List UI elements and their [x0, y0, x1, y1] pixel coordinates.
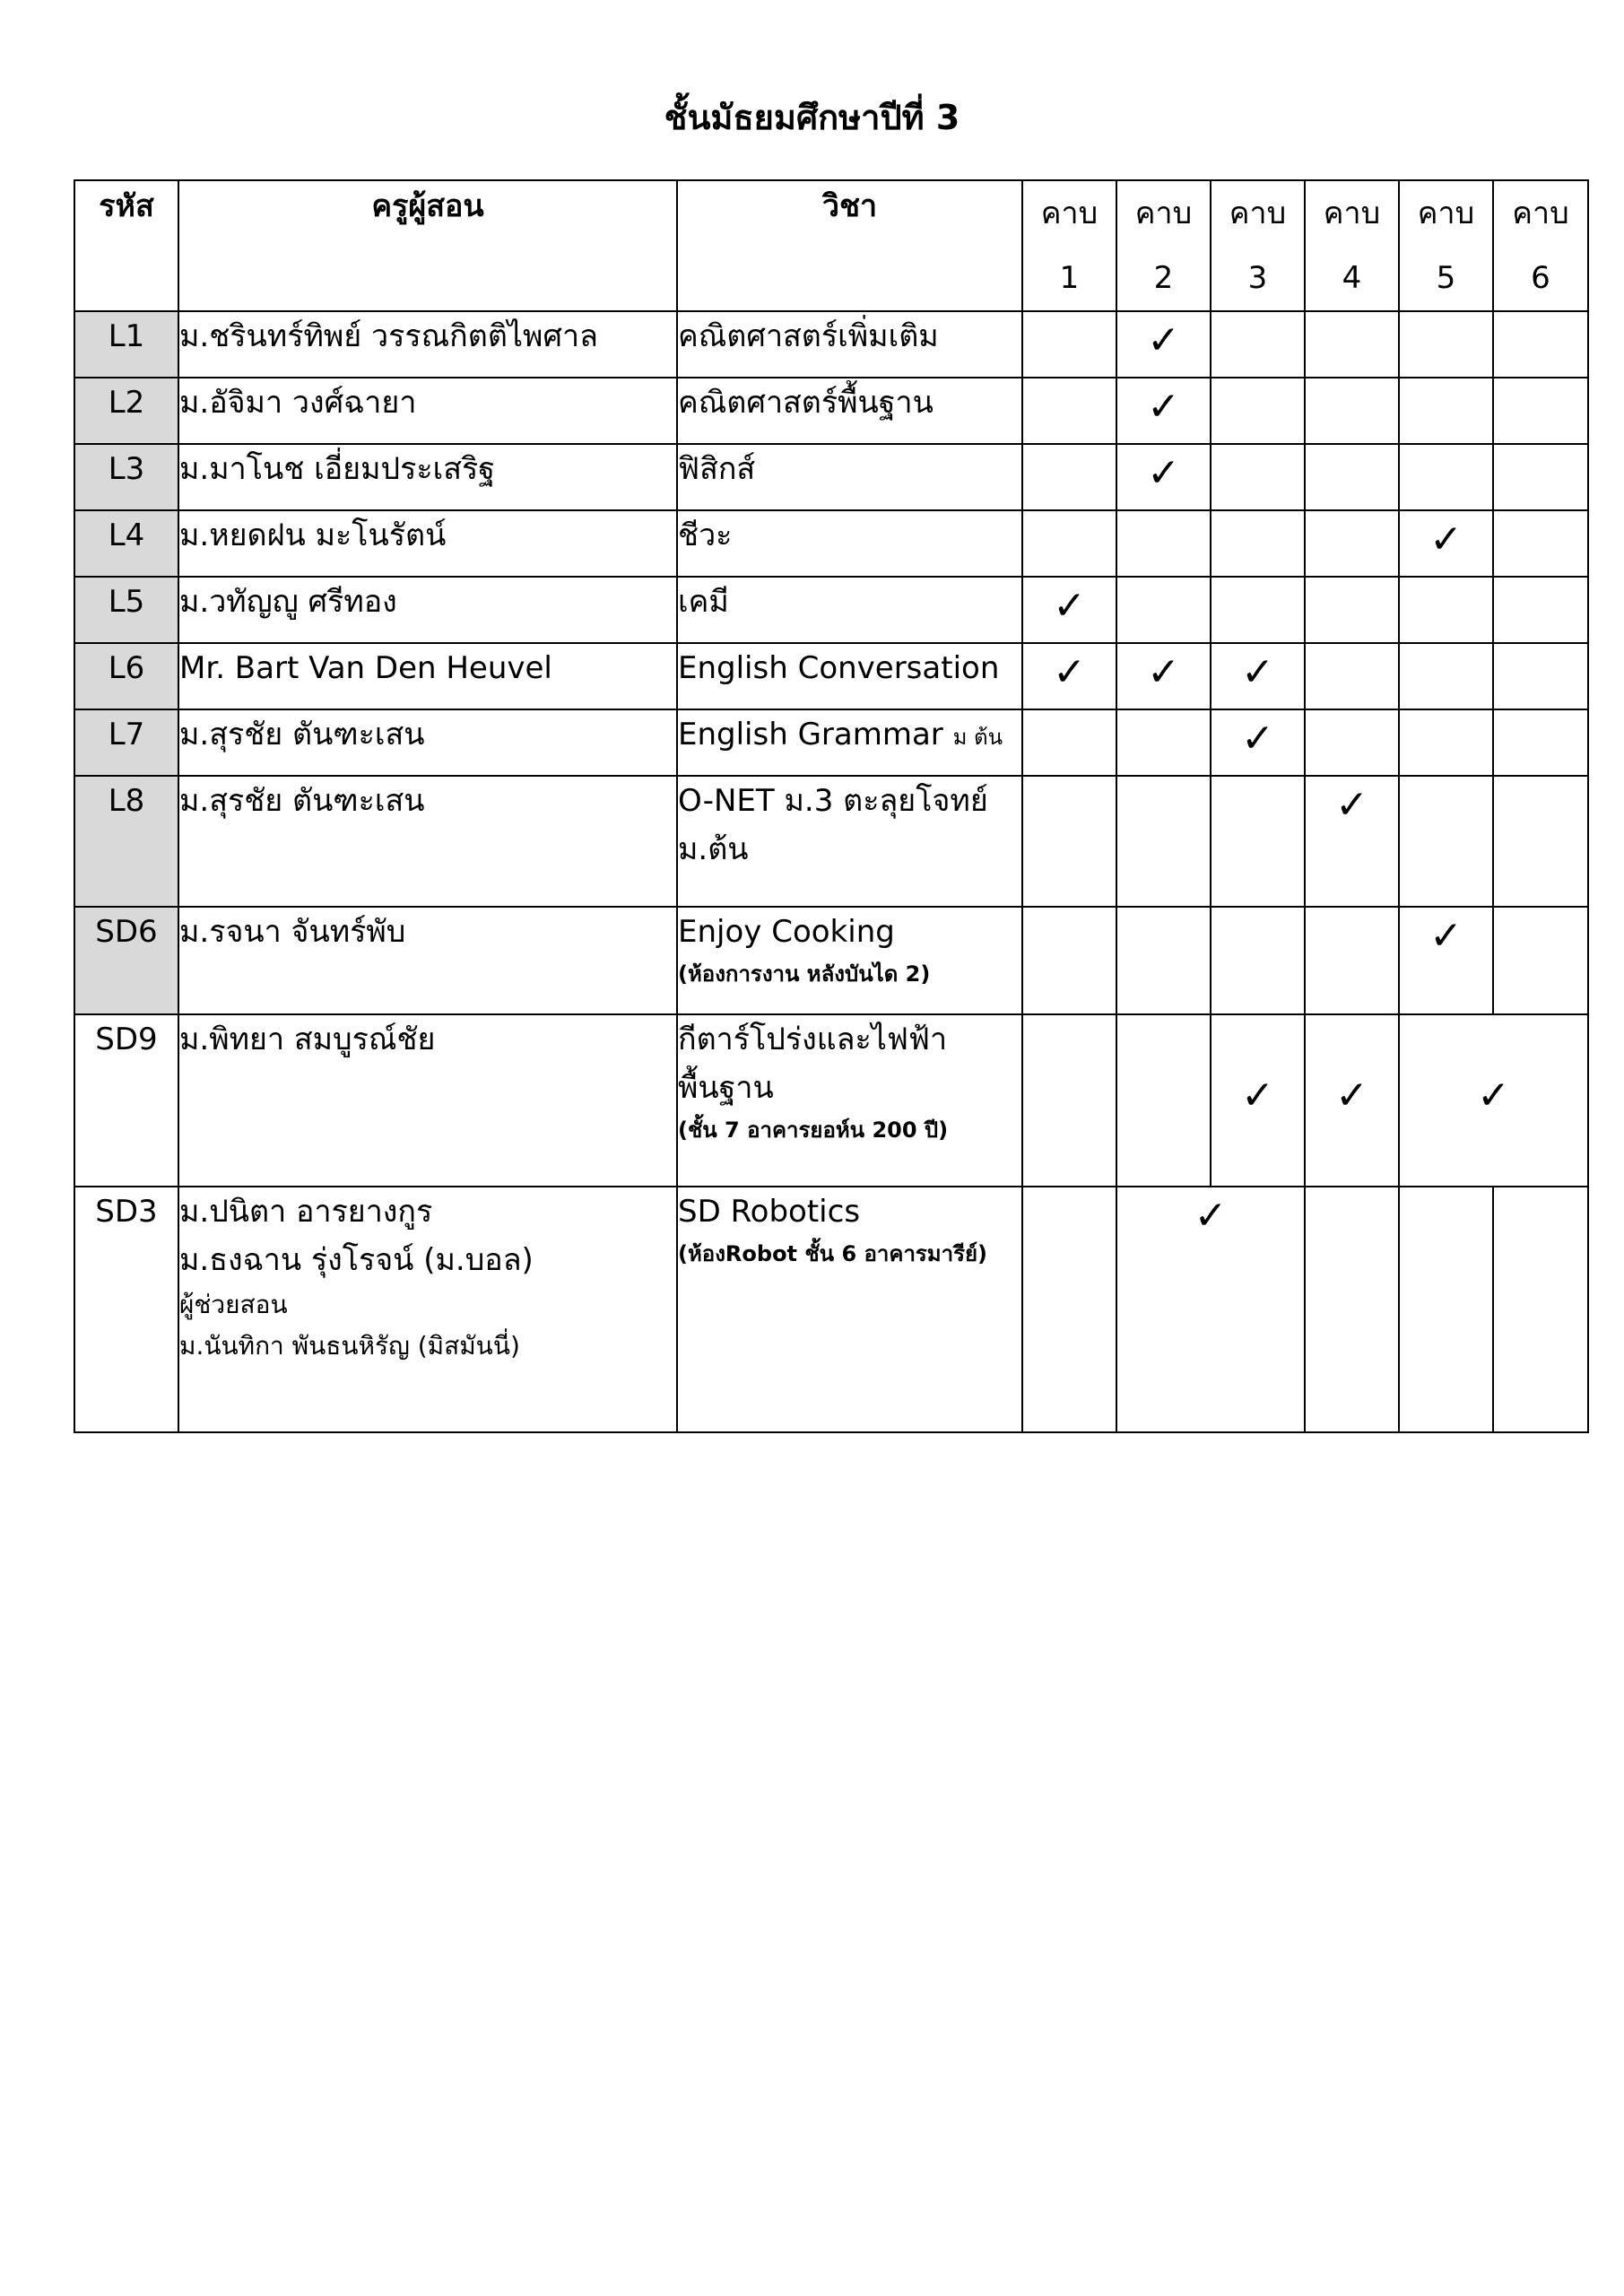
- course-code: SD9: [74, 1014, 178, 1187]
- period-cell-6: [1493, 776, 1588, 907]
- period-label: คาบ: [1512, 196, 1569, 231]
- table-row: [74, 776, 1588, 907]
- header-period-6: [1493, 180, 1588, 311]
- period-cell-5: [1399, 643, 1493, 709]
- period-cell-5: [1399, 311, 1493, 378]
- subject-cell: [677, 1014, 1022, 1187]
- header-period-3: [1211, 180, 1305, 311]
- period-cell-4: [1305, 709, 1399, 776]
- teacher-name: Mr. Bart Van Den Heuvel: [178, 643, 677, 709]
- period-cell-4: [1305, 907, 1399, 1014]
- room-note: (ห้องการงาน หลังบันได 2): [678, 961, 931, 987]
- teacher-name: ม.สุรชัย ตันฑะเสน: [178, 776, 677, 907]
- period-cell-1: [1022, 510, 1116, 577]
- period-cell-3: [1211, 510, 1305, 577]
- subject-name: Enjoy Cooking: [678, 914, 895, 950]
- course-code: SD6: [74, 907, 178, 1014]
- period-cell-6: [1493, 444, 1588, 510]
- teacher-name: ม.สุรชัย ตันฑะเสน: [178, 709, 677, 776]
- period-cell-3: [1211, 643, 1305, 709]
- course-code: L8: [74, 776, 178, 907]
- period-cell-6: [1493, 709, 1588, 776]
- period-cell-2: [1116, 378, 1211, 444]
- table-row: [74, 444, 1588, 510]
- period-cell-1: [1022, 577, 1116, 643]
- period-cell-5: [1399, 444, 1493, 510]
- subject-name: ฟิสิกส์: [677, 444, 1022, 510]
- period-cell-3: [1211, 311, 1305, 378]
- period-number: 5: [1436, 260, 1456, 296]
- teacher-name: ม.วทัญญู ศรีทอง: [178, 577, 677, 643]
- table-row: [74, 643, 1588, 709]
- period-label: คาบ: [1040, 196, 1099, 231]
- subject-cell: [677, 907, 1022, 1014]
- period-cell-4: [1305, 1187, 1399, 1432]
- period-cell-4: [1305, 577, 1399, 643]
- period-cell-1: [1022, 378, 1116, 444]
- course-code: L4: [74, 510, 178, 577]
- period-label: คาบ: [1323, 196, 1381, 231]
- header-period-1: [1022, 180, 1116, 311]
- subject-cell: [677, 1187, 1022, 1432]
- check-icon: ✓: [1241, 1073, 1274, 1118]
- period-cell-1: [1022, 643, 1116, 709]
- period-cell-1: [1022, 776, 1116, 907]
- period-cell-4: [1305, 776, 1399, 907]
- check-icon: ✓: [1053, 583, 1086, 629]
- period-cell-4: [1305, 510, 1399, 577]
- check-icon: ✓: [1147, 317, 1180, 363]
- period-number: 6: [1531, 260, 1550, 296]
- teacher-name: ม.หยดฝน มะโนรัตน์: [178, 510, 677, 577]
- assistant-label: ผู้ช่วยสอน: [179, 1290, 288, 1319]
- period-cell-6: [1493, 643, 1588, 709]
- room-note: (ห้องRobot ชั้น 6 อาคารมารีย์): [678, 1241, 988, 1266]
- room-note: (ชั้น 7 อาคารยอห์น 200 ปี): [678, 1118, 949, 1143]
- subject-name: คณิตศาสตร์พื้นฐาน: [677, 378, 1022, 444]
- subject-name: ชีวะ: [677, 510, 1022, 577]
- teacher-name: ม.รจนา จันทร์พับ: [178, 907, 677, 1014]
- header-subject: วิชา: [677, 180, 1022, 311]
- check-icon: ✓: [1053, 649, 1086, 695]
- table-row: [74, 1014, 1588, 1187]
- period-cell-2: [1116, 776, 1211, 907]
- course-code: L7: [74, 709, 178, 776]
- teacher-name: ม.พิทยา สมบูรณ์ชัย: [178, 1014, 677, 1187]
- table-row: [74, 1187, 1588, 1432]
- table-row: [74, 510, 1588, 577]
- period-cell-3: [1211, 1014, 1305, 1187]
- check-icon: ✓: [1241, 649, 1274, 695]
- subject-name: คณิตศาสตร์เพิ่มเติม: [677, 311, 1022, 378]
- teacher-cell: [178, 1187, 677, 1432]
- period-cell-3: [1211, 444, 1305, 510]
- period-cell-2: [1116, 1014, 1211, 1187]
- header-period-4: [1305, 180, 1399, 311]
- course-code: L3: [74, 444, 178, 510]
- period-cell-1: [1022, 1014, 1116, 1187]
- check-icon: ✓: [1477, 1073, 1510, 1118]
- period-cell-4: [1305, 311, 1399, 378]
- check-icon: ✓: [1147, 649, 1180, 695]
- subject-line-2: พื้นฐาน: [678, 1070, 774, 1106]
- period-cell-1: [1022, 709, 1116, 776]
- period-cell-2-3: [1116, 1187, 1305, 1432]
- period-cell-3: [1211, 378, 1305, 444]
- subject-name: English Grammar: [678, 717, 943, 752]
- period-number: 2: [1153, 260, 1174, 296]
- period-cell-4: [1305, 1014, 1399, 1187]
- page-title: ชั้นมัธยมศึกษาปีที่ 3: [664, 98, 960, 137]
- teacher-name: ม.ปนิตา อารยางกูร: [179, 1194, 433, 1230]
- course-code: L6: [74, 643, 178, 709]
- period-cell-2: [1116, 643, 1211, 709]
- period-cell-4: [1305, 643, 1399, 709]
- period-cell-6: [1493, 907, 1588, 1014]
- period-cell-2: [1116, 444, 1211, 510]
- period-label: คาบ: [1134, 196, 1193, 231]
- period-cell-3: [1211, 709, 1305, 776]
- period-cell-3: [1211, 577, 1305, 643]
- check-icon: ✓: [1429, 913, 1463, 959]
- course-code: L2: [74, 378, 178, 444]
- course-code: SD3: [74, 1187, 178, 1432]
- teacher-name: ม.ชรินทร์ทิพย์ วรรณกิตติไพศาล: [178, 311, 677, 378]
- schedule-table: [74, 179, 1589, 1433]
- period-cell-2: [1116, 311, 1211, 378]
- period-cell-2: [1116, 510, 1211, 577]
- period-cell-1: [1022, 1187, 1116, 1432]
- teacher-name: ม.อัจิมา วงศ์ฉายา: [178, 378, 677, 444]
- table-row: [74, 709, 1588, 776]
- course-code: L5: [74, 577, 178, 643]
- period-number: 3: [1247, 260, 1268, 296]
- teacher-name: ม.มาโนช เอี่ยมประเสริฐ: [178, 444, 677, 510]
- subject-name: O-NET ม.3 ตะลุยโจทย์: [678, 783, 988, 819]
- period-number: 4: [1342, 260, 1362, 296]
- table-row: [74, 907, 1588, 1014]
- period-cell-5: [1399, 907, 1493, 1014]
- subject-name: เคมี: [677, 577, 1022, 643]
- period-cell-4: [1305, 378, 1399, 444]
- check-icon: ✓: [1147, 384, 1180, 430]
- period-cell-6: [1493, 510, 1588, 577]
- period-cell-4: [1305, 444, 1399, 510]
- check-icon: ✓: [1335, 1073, 1368, 1118]
- table-row: [74, 378, 1588, 444]
- check-icon: ✓: [1147, 450, 1180, 496]
- assistant-name: ม.นันทิกา พันธนหิรัญ (มิสมันนี่): [179, 1331, 520, 1361]
- teacher-name-2: ม.ธงฉาน รุ่งโรจน์ (ม.บอล): [179, 1242, 534, 1278]
- period-cell-1: [1022, 444, 1116, 510]
- subject-name: SD Robotics: [678, 1194, 861, 1230]
- header-period-5: [1399, 180, 1493, 311]
- period-cell-2: [1116, 709, 1211, 776]
- period-cell-5-6: [1399, 1014, 1588, 1187]
- check-icon: ✓: [1241, 716, 1274, 761]
- period-cell-6: [1493, 311, 1588, 378]
- header-teacher: ครูผู้สอน: [178, 180, 677, 311]
- period-cell-5: [1399, 510, 1493, 577]
- subject-cell: [677, 776, 1022, 907]
- period-cell-5: [1399, 709, 1493, 776]
- header-code: รหัส: [74, 180, 178, 311]
- period-label: คาบ: [1229, 196, 1287, 231]
- subject-name: กีตาร์โปร่งและไฟฟ้า: [678, 1022, 948, 1057]
- period-cell-5: [1399, 378, 1493, 444]
- subject-cell: [677, 709, 1022, 776]
- period-cell-1: [1022, 907, 1116, 1014]
- period-cell-3: [1211, 776, 1305, 907]
- header-period-2: [1116, 180, 1211, 311]
- period-cell-6: [1493, 1187, 1588, 1432]
- header-row: [74, 180, 1588, 311]
- check-icon: ✓: [1194, 1193, 1228, 1239]
- period-cell-1: [1022, 311, 1116, 378]
- course-code: L1: [74, 311, 178, 378]
- check-icon: ✓: [1335, 782, 1368, 828]
- subject-suffix: ม ต้น: [952, 725, 1003, 750]
- period-cell-6: [1493, 378, 1588, 444]
- period-cell-2: [1116, 577, 1211, 643]
- period-cell-6: [1493, 577, 1588, 643]
- period-cell-5: [1399, 577, 1493, 643]
- period-cell-2: [1116, 907, 1211, 1014]
- table-row: [74, 577, 1588, 643]
- subject-line-2: ม.ต้น: [678, 831, 749, 867]
- check-icon: ✓: [1429, 517, 1463, 562]
- period-cell-3: [1211, 907, 1305, 1014]
- table-row: [74, 311, 1588, 378]
- subject-name: English Conversation: [677, 643, 1022, 709]
- period-cell-5: [1399, 1187, 1493, 1432]
- period-number: 1: [1059, 260, 1080, 296]
- period-cell-5: [1399, 776, 1493, 907]
- period-label: คาบ: [1417, 196, 1475, 231]
